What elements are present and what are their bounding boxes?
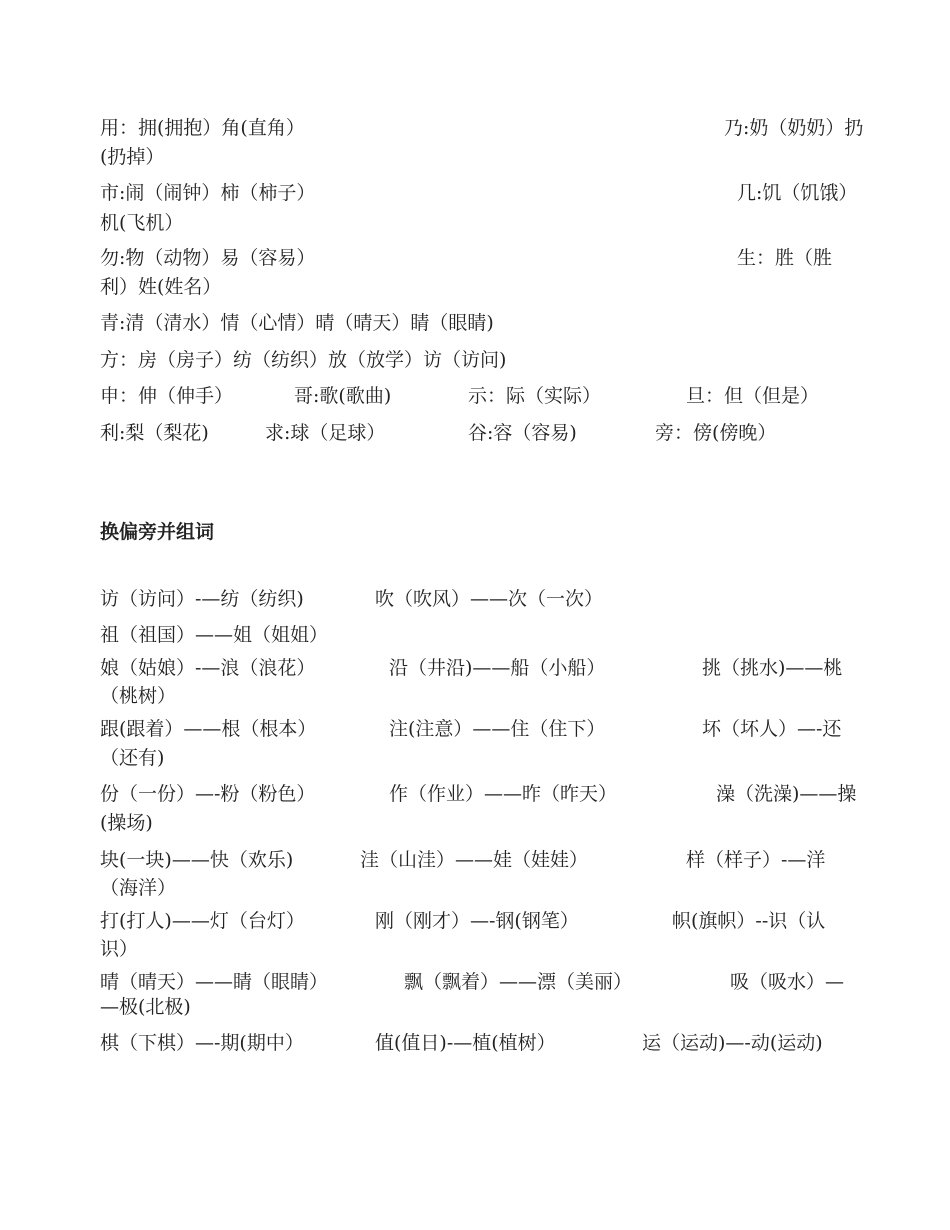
text-line: 几:饥（饥饿） [737,182,858,204]
text-cell: 谷:容（容易) [468,422,577,444]
text-line: 机(飞机） [100,212,184,234]
text-cell: 块(一块)——快（欢乐) [100,849,294,871]
text-cell: 沿（井沿)——船（小船） [389,657,606,679]
text-cell: 值(值日)-—植(植树） [375,1032,556,1054]
text-cell: 申：伸（伸手） [100,385,234,407]
text-cell: 坏（坏人）—-还 [702,718,842,740]
text-cell: 帜(旗帜）--识（认 [672,910,826,932]
text-cell: 份（一份）—-粉（粉色） [100,783,316,805]
text-cell: 求:球（足球） [265,422,386,444]
text-cell: 运（运动)—-动(运动) [642,1032,823,1054]
text-cell: 刚（刚才）—-钢(钢笔） [375,910,579,932]
text-line: 利）姓(姓名） [100,276,222,298]
text-line: 青:清（清水）情（心情）晴（晴天）睛（眼睛) [100,312,494,334]
text-line: 勿:物（动物）易（容易） [100,247,316,269]
text-line: 生：胜（胜 [737,247,833,269]
text-cell: （桃树） [100,685,177,707]
text-line: 乃:奶（奶奶）扔 [724,117,864,139]
text-cell: 旁：傍(傍晚） [655,422,777,444]
text-cell: （海洋） [100,877,177,899]
text-cell: 示：际（实际） [468,385,602,407]
text-line: (扔掉） [100,146,165,168]
text-cell: 棋（下棋）—-期(期中） [100,1032,304,1054]
text-line: 市:闹（闹钟）柿（柿子） [100,182,316,204]
text-line: 用：拥(拥抱）角(直角） [100,117,305,139]
text-cell: 作（作业）——昨（昨天） [389,783,618,805]
text-line: 方：房（房子）纺（纺织）放（放学）访（访问) [100,349,507,371]
text-cell: 识） [100,938,139,960]
text-cell: 娘（姑娘）-—浪（浪花） [100,657,316,679]
text-cell: 打(打人)——灯（台灯） [100,910,305,932]
text-cell: 飘（飘着）——漂（美丽） [404,971,633,993]
text-cell: 跟(跟着）——根（根本） [100,718,317,740]
text-cell: 注(注意）——住（住下） [389,718,606,740]
text-cell: 利:梨（梨花) [100,422,209,444]
text-cell: 晴（晴天）——睛（眼睛） [100,971,329,993]
text-cell: 哥:歌(歌曲) [294,385,392,407]
text-cell: 旦：但（但是） [686,385,820,407]
text-cell: (操场) [100,812,153,834]
text-cell: —极(北极) [100,996,191,1018]
text-cell: 访（访问）-—纺（纺织) [100,588,304,610]
text-cell: 挑（挑水)——桃 [702,657,843,679]
text-cell: 吹（吹风）——次（一次） [375,588,604,610]
text-cell: 澡（洗澡)——操 [716,783,857,805]
text-cell: 吸（吸水）— [730,971,845,993]
text-cell: 样（样子）-—洋 [686,849,826,871]
text-cell: 祖（祖国）——姐（姐姐） [100,624,329,646]
text-cell: 洼（山洼）——娃（娃娃） [360,849,589,871]
text-cell: （还有) [100,747,165,769]
section-heading: 换偏旁并组词 [100,521,215,543]
